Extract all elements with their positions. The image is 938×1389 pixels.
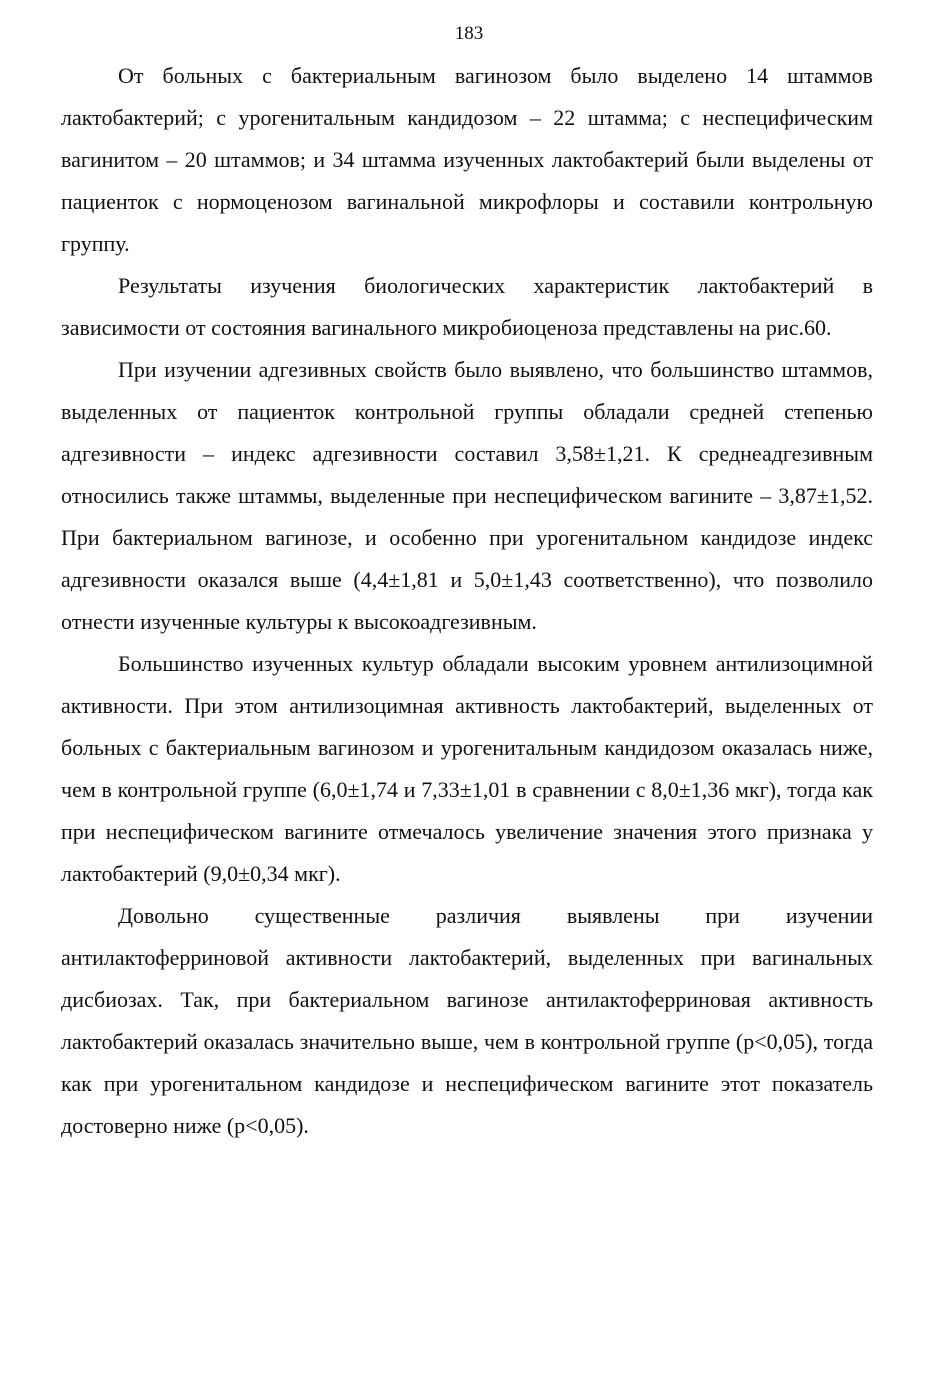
page-number: 183 [454, 23, 484, 44]
paragraph-adhesive-properties: При изучении адгезивных свойств было выявлено, что большинство штаммов, выделенных от пациенток контрольной группы обладали средней степенью адгезивности – индекс адгезивности составил 3,58±1,21. К среднеадгезивным относились также штаммы, выделенные при неспецифическом вагините – 3,87±1,52. При бактериальном вагинозе, и особенно при урогенитальном кандидозе индекс адгезивности оказался выше (4,4±1,81 и 5,0±1,43 соответственно), что позволило отнести изученные культуры к высокоадгезивным. [61, 357, 873, 634]
paragraph-antilactoferrin-activity: Довольно существенные различия выявлены при изучении антилактоферриновой активности лактобактерий, выделенных при вагинальных дисбиозах. Так, при бактериальном вагинозе антилактоферриновая активность лактобактерий оказалась значительно выше, чем в контрольной группе (p<0,05), тогда как при урогенитальном кандидозе и неспецифическом вагините этот показатель достоверно ниже (p<0,05). [61, 903, 873, 1138]
paragraph-antilysozyme-activity: Большинство изученных культур обладали высоким уровнем антилизоцимной активности. При этом антилизоцимная активность лактобактерий, выделенных от больных с бактериальным вагинозом и урогенитальным кандидозом оказалась ниже, чем в контрольной группе (6,0±1,74 и 7,33±1,01 в сравнении с 8,0±1,36 мкг), тогда как при неспецифическом вагините отмечалось увеличение значения этого признака у лактобактерий (9,0±0,34 мкг). [61, 651, 873, 886]
paragraph-results-intro: Результаты изучения биологических характеристик лактобактерий в зависимости от состояния вагинального микробиоценоза представлены на рис.60. [61, 273, 873, 340]
body-text [61, 55, 873, 1147]
paragraph-strain-counts: От больных с бактериальным вагинозом было выделено 14 штаммов лактобактерий; с урогенитальным кандидозом – 22 штамма; с неспецифическим вагинитом – 20 штаммов; и 34 штамма изученных лактобактерий были выделены от пациенток с нормоценозом вагинальной микрофлоры и составили контрольную группу. [61, 63, 873, 256]
